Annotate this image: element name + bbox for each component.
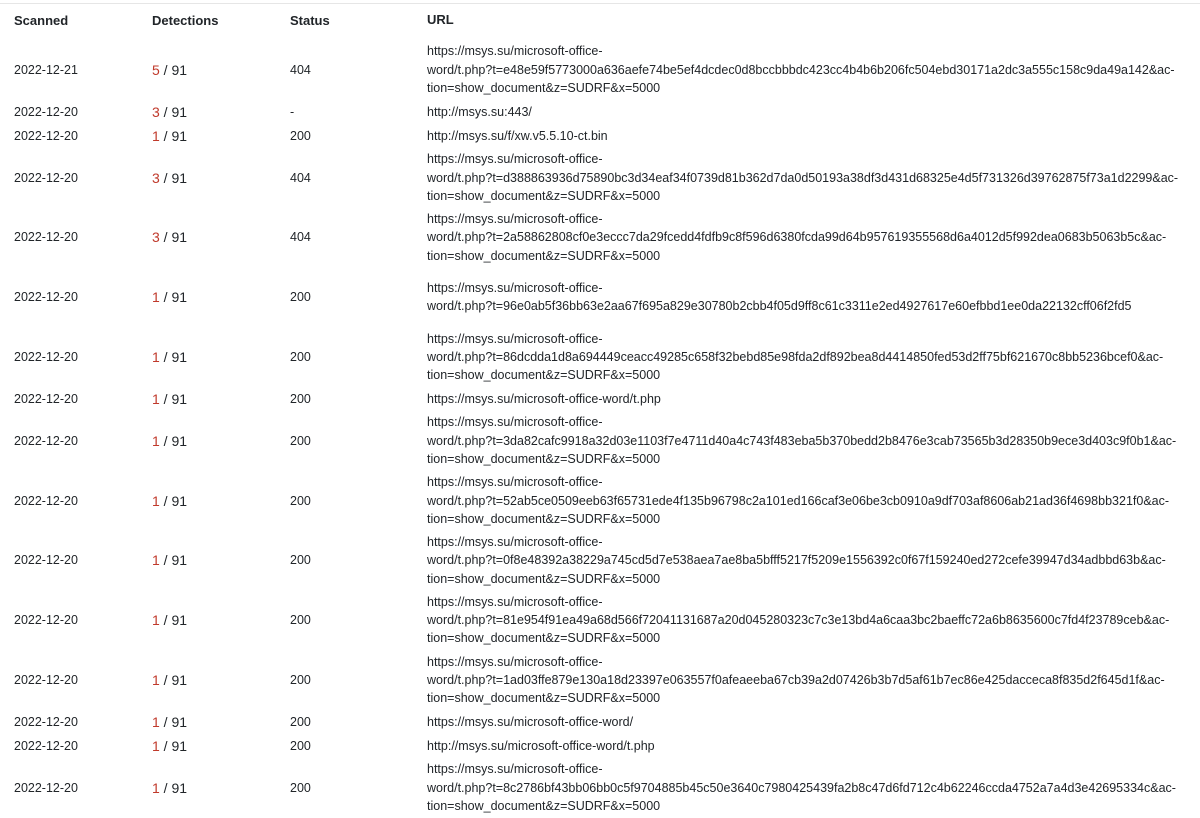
scanned-date: 2022-12-20 (14, 350, 78, 365)
url-text-line: word/t.php?t=86dcdda1d8a694449ceacc49285c658f32bebd85e98fda2df892bea8d4414850fed53d2ff75bf621670c8bb5236bcef0&ac- (427, 349, 1164, 364)
table-row[interactable] (0, 124, 1200, 148)
http-status: 200 (290, 493, 311, 508)
table-row[interactable] (0, 267, 1200, 327)
detections-total: 91 (171, 127, 188, 144)
table-row[interactable] (0, 387, 1200, 411)
url-cell[interactable] (427, 737, 1200, 755)
url-text-line: tion=show_document&z=SUDRF&x=5000 (427, 511, 661, 526)
url-text-line: http://msys.su/f/xw.v5.5.10-ct.bin (427, 128, 608, 143)
url-text-line: http://msys.su/microsoft-office-word/t.php (427, 738, 655, 753)
detections-cell (152, 672, 289, 688)
scanned-date: 2022-12-20 (14, 553, 78, 568)
url-cell[interactable] (427, 103, 1200, 121)
url-cell[interactable] (427, 473, 1200, 528)
detections-total: 91 (171, 229, 188, 246)
detections-total: 91 (171, 432, 188, 449)
url-cell[interactable] (427, 593, 1200, 648)
http-status: 200 (290, 553, 311, 568)
detections-cell (152, 349, 289, 365)
url-text-line: https://msys.su/microsoft-office- (427, 654, 603, 669)
detections-total: 91 (171, 349, 188, 366)
detections-positive: 1 (152, 779, 160, 796)
detections-separator: / (159, 672, 172, 689)
url-text-line: tion=show_document&z=SUDRF&x=5000 (427, 81, 661, 96)
url-text-line: word/t.php?t=e48e59f5773000a636aefe74be5ef4dcdec0d8bccbbbdc423cc4b4b6b206fc504ebd30171a2dc3a555c158c9da49a142&ac- (427, 62, 1175, 77)
detections-total: 91 (171, 289, 188, 306)
table-row[interactable] (0, 471, 1200, 531)
detections-total: 91 (171, 103, 188, 120)
http-status: 200 (290, 714, 311, 729)
detections-cell (152, 780, 289, 796)
detections-separator: / (159, 713, 172, 730)
scanned-date: 2022-12-20 (14, 738, 78, 753)
url-text-line: https://msys.su/microsoft-office- (427, 212, 603, 227)
scanned-date: 2022-12-20 (14, 391, 78, 406)
detections-total: 91 (171, 612, 188, 629)
url-text-line: tion=show_document&z=SUDRF&x=5000 (427, 188, 661, 203)
http-status: 200 (290, 433, 311, 448)
url-text-line: http://msys.su:443/ (427, 104, 532, 119)
table-row[interactable] (0, 40, 1200, 100)
detections-separator: / (159, 737, 172, 754)
url-text-line: https://msys.su/microsoft-office- (427, 762, 603, 777)
column-header-detections[interactable]: Detections (152, 12, 219, 28)
detections-total: 91 (171, 737, 188, 754)
detections-separator: / (159, 390, 172, 407)
detections-cell (152, 229, 289, 245)
url-text-line: word/t.php?t=3da82cafc9918a32d03e1103f7e4711d40a4c743f483eba5b370bedd2b8476e3cab73565b3d28350b9ece3d403c9f0b1&ac- (427, 433, 1177, 448)
detections-positive: 3 (152, 103, 160, 120)
url-text-line: tion=show_document&z=SUDRF&x=5000 (427, 691, 661, 706)
scanned-date: 2022-12-21 (14, 62, 78, 77)
url-text-line: word/t.php?t=0f8e48392a38229a745cd5d7e538aea7ae8ba5bfff5217f5209e1556392c0f67f159240ed272cefe39947d34adbbd63b&ac- (427, 553, 1166, 568)
scanned-date: 2022-12-20 (14, 104, 78, 119)
table-row[interactable] (0, 734, 1200, 758)
table-row[interactable] (0, 758, 1200, 818)
scanned-date: 2022-12-20 (14, 493, 78, 508)
detections-positive: 1 (152, 390, 160, 407)
url-text-line: word/t.php?t=2a58862808cf0e3eccc7da29fcedd4fdfb9c8f596d6380fcda99d64b957619355568d6a4012d5f992dea0683b5063b5c&ac- (427, 230, 1167, 245)
scanned-date: 2022-12-20 (14, 714, 78, 729)
detections-cell (152, 714, 289, 730)
url-text-line: word/t.php?t=8c2786bf43bb06bb0c5f9704885b45c50e3640c7980425439fa2b8c47d6fd712c4b62246ccda4752a7a4d3e42695334c&ac- (427, 780, 1176, 795)
url-cell[interactable] (427, 127, 1200, 145)
detections-positive: 3 (152, 169, 160, 186)
table-row[interactable] (0, 650, 1200, 710)
detections-positive: 3 (152, 229, 160, 246)
detections-separator: / (159, 779, 172, 796)
column-header-scanned[interactable]: Scanned (14, 12, 69, 28)
url-text-line: https://msys.su/microsoft-office- (427, 152, 603, 167)
url-text-line: https://msys.su/microsoft-office- (427, 331, 603, 346)
detections-positive: 1 (152, 432, 160, 449)
scanned-date: 2022-12-20 (14, 230, 78, 245)
scanned-date: 2022-12-20 (14, 433, 78, 448)
table-row[interactable] (0, 710, 1200, 734)
detections-positive: 1 (152, 672, 160, 689)
http-status: 200 (290, 613, 311, 628)
detections-cell (152, 289, 289, 305)
http-status: 200 (290, 738, 311, 753)
detections-total: 91 (171, 779, 188, 796)
http-status: 200 (290, 290, 311, 305)
detections-positive: 1 (152, 492, 160, 509)
table-row[interactable] (0, 327, 1200, 387)
http-status: 200 (290, 673, 311, 688)
url-cell[interactable] (427, 330, 1200, 385)
url-text-line: word/t.php?t=d388863936d75890bc3d34eaf34f0739d81b362d7da0d50193a38df3d431d68325e4d5f731326d39762875f73a1d2299&ac- (427, 170, 1179, 185)
detections-cell (152, 62, 289, 78)
table-header (0, 0, 1200, 40)
url-text-line: tion=show_document&z=SUDRF&x=5000 (427, 799, 661, 814)
http-status: 200 (290, 391, 311, 406)
detections-separator: / (159, 61, 172, 78)
detections-cell (152, 612, 289, 628)
url-text-line: tion=show_document&z=SUDRF&x=5000 (427, 452, 661, 467)
scanned-date: 2022-12-20 (14, 290, 78, 305)
url-text-line: https://msys.su/microsoft-office-word/t.php (427, 391, 661, 406)
scanned-date: 2022-12-20 (14, 613, 78, 628)
detections-total: 91 (171, 713, 188, 730)
url-cell[interactable] (427, 713, 1200, 731)
detections-separator: / (159, 492, 172, 509)
url-text-line: word/t.php?t=1ad03ffe879e130a18d23397e063557f0afeaeeba67cb39a2d07426b3b7d5af61b7ec86e425dacceca8f835d2f645d1f&ac- (427, 672, 1165, 687)
detections-cell (152, 433, 289, 449)
scanned-date: 2022-12-20 (14, 673, 78, 688)
column-header-status[interactable]: Status (290, 12, 330, 28)
url-text-line: https://msys.su/microsoft-office- (427, 415, 603, 430)
detections-cell (152, 128, 289, 144)
http-status: 200 (290, 128, 311, 143)
table-row[interactable] (0, 531, 1200, 591)
detections-cell (152, 552, 289, 568)
url-text-line: word/t.php?t=81e954f91ea49a68d566f72041131687a20d045280323c7c3e13bd4a6caa3bc2baeffc72a6b8635600c7fd4f23789ceb&ac- (427, 613, 1170, 628)
detections-separator: / (159, 169, 172, 186)
detections-separator: / (159, 103, 172, 120)
table-row[interactable] (0, 411, 1200, 471)
detections-positive: 1 (152, 289, 160, 306)
url-cell[interactable] (427, 42, 1200, 97)
scanned-date: 2022-12-20 (14, 780, 78, 795)
detections-positive: 1 (152, 552, 160, 569)
detections-positive: 1 (152, 349, 160, 366)
scanned-date: 2022-12-20 (14, 170, 78, 185)
detections-positive: 1 (152, 127, 160, 144)
url-text-line: tion=show_document&z=SUDRF&x=5000 (427, 248, 661, 263)
table-row[interactable] (0, 208, 1200, 268)
detections-separator: / (159, 289, 172, 306)
detections-positive: 1 (152, 713, 160, 730)
url-text-line: https://msys.su/microsoft-office- (427, 280, 603, 295)
url-cell[interactable] (427, 760, 1200, 815)
detections-total: 91 (171, 169, 188, 186)
column-header-url[interactable]: URL (427, 11, 454, 27)
detections-separator: / (159, 612, 172, 629)
detections-total: 91 (171, 672, 188, 689)
url-cell[interactable] (427, 413, 1200, 468)
url-cell[interactable] (427, 150, 1200, 205)
url-cell[interactable] (427, 210, 1200, 265)
detections-positive: 1 (152, 612, 160, 629)
table-row[interactable] (0, 590, 1200, 650)
detections-total: 91 (171, 492, 188, 509)
http-status: - (290, 104, 295, 119)
detections-separator: / (159, 552, 172, 569)
detections-cell (152, 170, 289, 186)
detections-total: 91 (171, 552, 188, 569)
url-text-line: https://msys.su/microsoft-office- (427, 475, 603, 490)
detections-cell (152, 104, 289, 120)
table-body (0, 40, 1200, 818)
url-text-line: word/t.php?t=52ab5ce0509eeb63f65731ede4f135b96798c2a101ed166caf3e06be3cb0910a9df703af8606ab21ad36f4698bb321f0&ac- (427, 493, 1170, 508)
url-text-line: tion=show_document&z=SUDRF&x=5000 (427, 631, 661, 646)
url-text-line: word/t.php?t=96e0ab5f36bb63e2aa67f695a829e30780b2cbb4f05d9ff8c61c3311e2ed4927617e60efbbd1ee0da22132cff06f2fd5 (427, 299, 1132, 314)
http-status: 404 (290, 62, 311, 77)
url-text-line: tion=show_document&z=SUDRF&x=5000 (427, 368, 661, 383)
table-row[interactable] (0, 148, 1200, 208)
table-row[interactable] (0, 100, 1200, 124)
url-text-line: https://msys.su/microsoft-office- (427, 44, 603, 59)
detections-cell (152, 391, 289, 407)
url-cell[interactable] (427, 533, 1200, 588)
url-text-line: https://msys.su/microsoft-office- (427, 594, 603, 609)
detections-total: 91 (171, 390, 188, 407)
url-text-line: https://msys.su/microsoft-office- (427, 535, 603, 550)
url-text-line: tion=show_document&z=SUDRF&x=5000 (427, 571, 661, 586)
url-cell[interactable] (427, 390, 1200, 408)
url-cell[interactable] (427, 279, 1200, 316)
detections-separator: / (159, 127, 172, 144)
detections-separator: / (159, 349, 172, 366)
detections-total: 91 (171, 61, 188, 78)
http-status: 200 (290, 350, 311, 365)
detections-cell (152, 738, 289, 754)
detections-positive: 1 (152, 737, 160, 754)
http-status: 404 (290, 230, 311, 245)
http-status: 200 (290, 780, 311, 795)
url-text-line: https://msys.su/microsoft-office-word/ (427, 714, 634, 729)
detections-separator: / (159, 432, 172, 449)
detections-cell (152, 493, 289, 509)
detections-positive: 5 (152, 61, 160, 78)
url-cell[interactable] (427, 653, 1200, 708)
detections-separator: / (159, 229, 172, 246)
scanned-date: 2022-12-20 (14, 128, 78, 143)
http-status: 404 (290, 170, 311, 185)
